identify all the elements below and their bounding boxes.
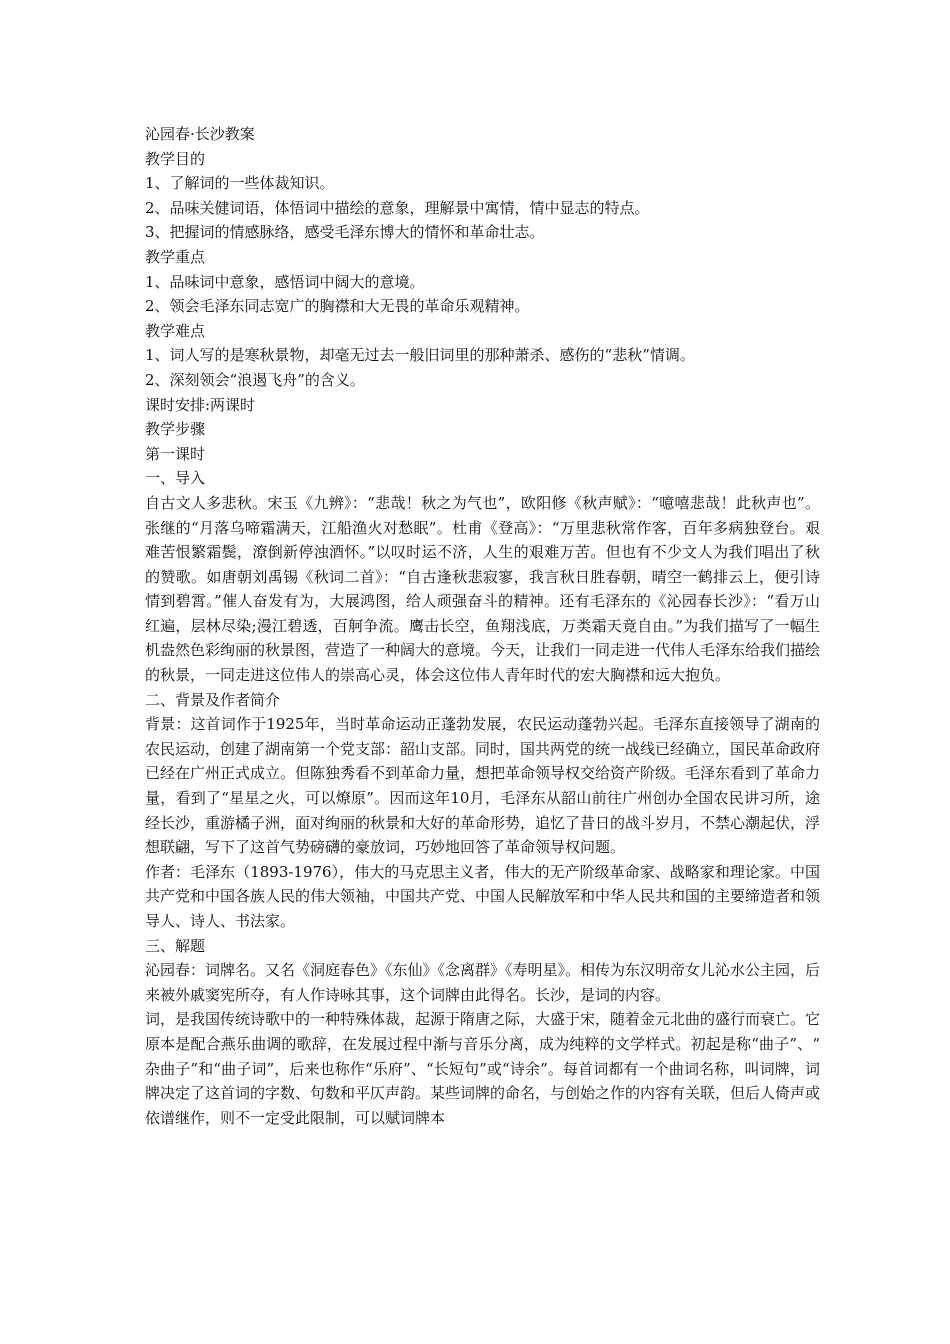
focus-item: 2、领会毛泽东同志宽广的胸襟和大无畏的革命乐观精神。 — [145, 297, 530, 316]
objective-item: 3、把握词的情感脉络，感受毛泽东博大的情怀和革命壮志。 — [145, 223, 545, 242]
objective-item: 1、了解词的一些体裁知识。 — [145, 174, 335, 193]
schedule-line: 课时安排:两课时 — [145, 395, 256, 414]
section1-heading: 一、导入 — [145, 469, 206, 488]
document-title: 沁园春·长沙教案 — [145, 125, 255, 143]
document-page — [145, 122, 820, 1130]
section2-heading: 二、背景及作者简介 — [145, 690, 281, 709]
focus-heading: 教学重点 — [145, 247, 206, 266]
steps-heading: 教学步骤 — [145, 420, 206, 439]
focus-item: 1、品味词中意象，感悟词中阔大的意境。 — [145, 272, 425, 291]
objective-item: 2、品味关健词语，体悟词中描绘的意象，理解景中寓情，情中显志的特点。 — [145, 198, 650, 217]
section1-paragraph: 自古文人多悲秋。宋玉《九辨》：“悲哉！秋之为气也”，欧阳修《秋声赋》：“噫嘻悲哉！此秋声也”。张继的“月落乌啼霜满天，江船渔火对愁眠”。杜甫《登高》：“万里悲秋常作客，百年多病独登台。艰难苦恨繁霜鬓，潦倒新停浊酒怀。”以叹时运不济，人生的艰难万苦。但也有不少文人为我们唱出了秋的赞歌。如唐朝刘禹锡《秋词二首》：“自古逢秋悲寂寥，我言秋日胜春朝，晴空一鹤排云上，便引诗情到碧霄。”催人奋发有为，大展鸿图，给人顽强奋斗的精神。还有毛泽东的《沁园春长沙》：“看万山红遍，层林尽染;漫江碧透，百舸争流。鹰击长空，鱼翔浅底，万类霜天竟自由。”为我们描写了一幅生机盎然色彩绚丽的秋景图，营造了一种阔大的意境。今天，让我们一同走进一代伟人毛泽东给我们描绘的秋景，一同走进这位伟人的崇高心灵，体会这位伟人青年时代的宏大胸襟和远大抱负。 — [145, 493, 821, 685]
difficulty-heading: 教学难点 — [145, 321, 206, 340]
lesson1-heading: 第一课时 — [145, 444, 206, 463]
cipai-paragraph: 沁园春：词牌名。又名《洞庭春色》《东仙》《念离群》《寿明星》。相传为东汉明帝女儿沁水公主园，后来被外戚窦宪所夺，有人作诗咏其事，这个词牌由此得名。长沙，是词的内容。 — [145, 961, 821, 1004]
objectives-heading: 教学目的 — [145, 149, 206, 168]
author-paragraph: 作者：毛泽东（1893-1976），伟大的马克思主义者，伟大的无产阶级革命家、战略家和理论家。中国共产党和中国各族人民的伟大领袖，中国共产党、中国人民解放军和中华人民共和国的主要缔造者和领导人、诗人、书法家。 — [145, 862, 821, 930]
difficulty-item: 2、深刻领会“浪遏飞舟”的含义。 — [145, 370, 365, 389]
ci-genre-paragraph: 词，是我国传统诗歌中的一种特殊体裁，起源于隋唐之际，大盛于宋，随着金元北曲的盛行而衰亡。它原本是配合燕乐曲调的歌辞，在发展过程中渐与音乐分离，成为纯粹的文学样式。初起是称“曲子”、“杂曲子”和“曲子词”，后来也称作“乐府”、“长短句”或“诗余”。每首词都有一个曲词名称，叫词牌，词牌决定了这首词的字数、句数和平仄声韵。某些词牌的命名，与创始之作的内容有关联，但后人倚声或依谱继作，则不一定受此限制，可以赋词牌本 — [145, 1010, 821, 1127]
background-paragraph: 背景：这首词作于1925年，当时革命运动正蓬勃发展，农民运动蓬勃兴起。毛泽东直接领导了湖南的农民运动，创建了湖南第一个党支部：韶山支部。同时，国共两党的统一战线已经确立，国民革命政府已经在广州正式成立。但陈独秀看不到革命力量，想把革命领导权交给资产阶级。毛泽东看到了革命力量，看到了“星星之火，可以燎原”。因而这年10月，毛泽东从韶山前往广州创办全国农民讲习所，途经长沙，重游橘子洲，面对绚丽的秋景和大好的革命形势，追忆了昔日的战斗岁月，不禁心潮起伏，浮想联翩，写下了这首气势磅礴的豪放词，巧妙地回答了革命领导权问题。 — [145, 715, 821, 857]
section3-heading: 三、解题 — [145, 936, 206, 955]
difficulty-item: 1、词人写的是寒秋景物，却毫无过去一般旧词里的那种萧杀、感伤的“悲秋”情调。 — [145, 346, 695, 365]
